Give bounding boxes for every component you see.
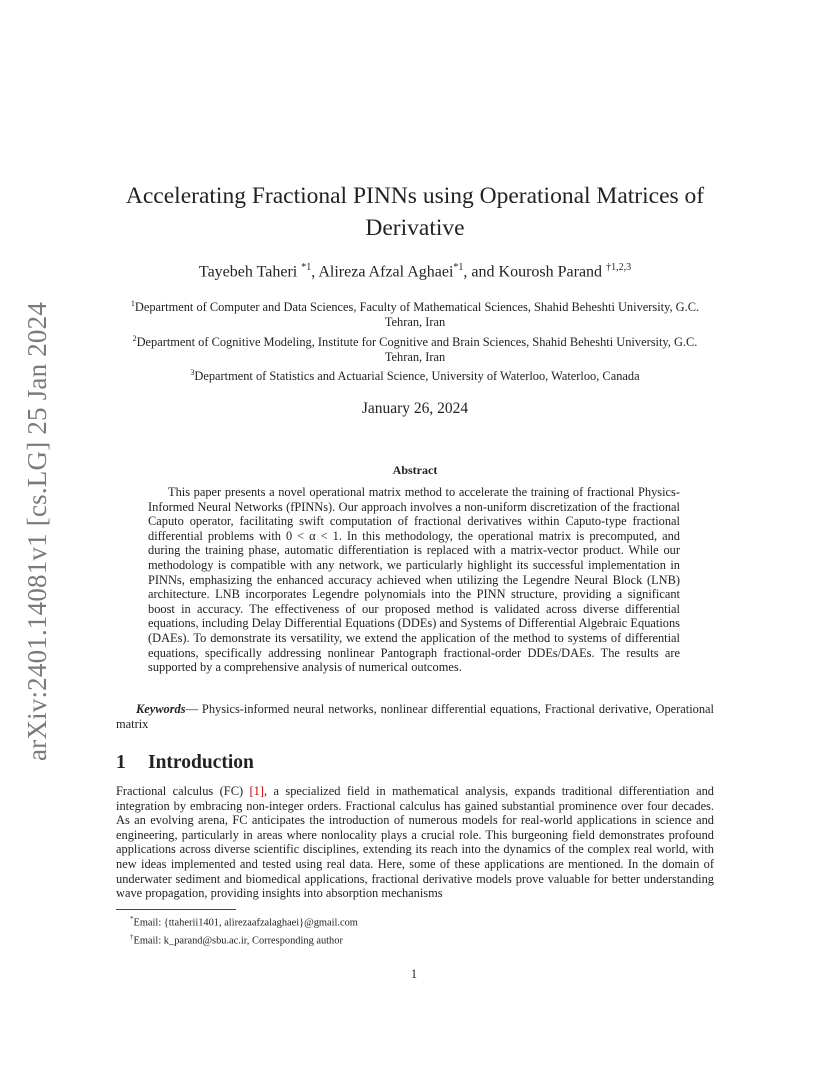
author-separator: ,: [311, 263, 319, 281]
affiliation: [116, 296, 714, 331]
intro-paragraph: [116, 784, 714, 901]
footnote: [116, 930, 714, 948]
author-separator: , and: [463, 263, 499, 281]
intro-text: Fractional calculus (FC): [116, 784, 250, 798]
footnote-text: Email: {ttaherii1401, alirezaafzalaghaei}@gmail.com: [133, 917, 358, 929]
affiliation-text: Department of Cognitive Modeling, Institute for Cognitive and Brain Sciences, Shahid Beheshti University, G.C. Tehran, Iran: [136, 334, 698, 365]
keywords: [116, 702, 714, 731]
abstract-text: This paper presents a novel operational matrix method to accelerate the training of fractional Physics-Informed Neural Networks (fPINNs). Our approach involves a non-uniform discretization of the fractional Caputo operator, facilitating swift computation of fractional derivatives within Caputo-type fractional differential problems with 0 < α < 1. In this methodology, the operational matrix is precomputed, and during the training phase, automatic differentiation is replaced with a matrix-vector product. While our methodology is compatible with any network, we particularly highlight its successful implementation in PINNs, emphasizing the enhanced accuracy achieved when utilizing the Legendre Neural Block (LNB) architecture. LNB incorporates Legendre polynomials into the PINN structure, providing a significant boost in accuracy. The effectiveness of our proposed method is validated across diverse differential equations, including Delay Differential Equations (DDEs) and Systems of Differential Algebraic Equations (DAEs). To demonstrate its versatility, we extend the application of the method to systems of differential equations, specifically addressing nonlinear Pantograph fractional-order DDEs/DAEs. The results are supported by a comprehensive analysis of numerical outcomes.: [148, 485, 680, 675]
abstract-heading: Abstract: [392, 463, 438, 477]
affiliation-text: Department of Statistics and Actuarial Science, University of Waterloo, Waterloo, Canada: [194, 369, 640, 384]
footnote-text: Email: k_parand@sbu.ac.ir, Corresponding author: [133, 935, 343, 947]
keywords-dash: —: [185, 702, 202, 716]
affiliation-text: Department of Computer and Data Sciences, Faculty of Mathematical Sciences, Shahid Beheshti University, G.C. Tehran, Iran: [134, 300, 700, 330]
footnote-mark: *: [130, 915, 134, 923]
footnotes: [116, 912, 714, 949]
keywords-text: Physics-informed neural networks, nonlinear differential equations, Fractional derivative, Operational matrix: [116, 702, 714, 731]
footnote: [116, 912, 714, 930]
keywords-label: Keywords: [136, 702, 186, 716]
author-name: Alireza Afzal Aghaei: [318, 263, 454, 281]
affiliation-mark: 1: [130, 299, 135, 308]
affiliation-mark: 2: [132, 333, 137, 343]
author-name: Tayebeh Taheri: [198, 263, 302, 281]
section-title: Introduction: [148, 752, 254, 773]
affiliation: [116, 331, 714, 366]
section-number: 1: [116, 752, 126, 773]
author-affil-mark: *1: [453, 262, 464, 273]
affiliations: [116, 296, 714, 385]
footnote-mark: †: [130, 933, 134, 942]
intro-text: , a specialized field in mathematical analysis, expands traditional differentiation and integration by embracing non-integer orders. Fractional calculus has gained substantial prominence over four decades. As an evolving arena, FC anticipates the introduction of numerous models for real-world applications in science and engineering, particularly in areas where nonlocality plays a crucial role. This burgeoning field demonstrates profound applications across diverse scientific disciplines, extending its reach into the dynamics of the complex real world, with new ideas implemented and tested using real data. Here, some of these applications are mentioned. In the domain of underwater sediment and biomedical applications, fractional derivative models prove valuable for better understanding wave propagation, providing insights into absorption mechanisms: [116, 784, 715, 901]
author-affil-mark: †1,2,3: [606, 262, 632, 273]
citation-link[interactable]: [1]: [249, 784, 264, 798]
paper-title: Accelerating Fractional PINNs using Operational Matrices of Derivative: [125, 183, 705, 241]
author-affil-mark: *1: [301, 262, 312, 273]
page-number: 1: [410, 967, 418, 981]
paper-date: January 26, 2024: [361, 400, 469, 417]
footnote-rule: [116, 909, 236, 910]
author-list: [116, 258, 714, 282]
affiliation-mark: 3: [190, 368, 195, 378]
arxiv-identifier: arXiv:2401.14081v1 [cs.LG] 25 Jan 2024: [22, 301, 52, 761]
section-heading: [116, 752, 254, 774]
affiliation: [116, 365, 714, 384]
author-name: Kourosh Parand: [498, 263, 607, 281]
